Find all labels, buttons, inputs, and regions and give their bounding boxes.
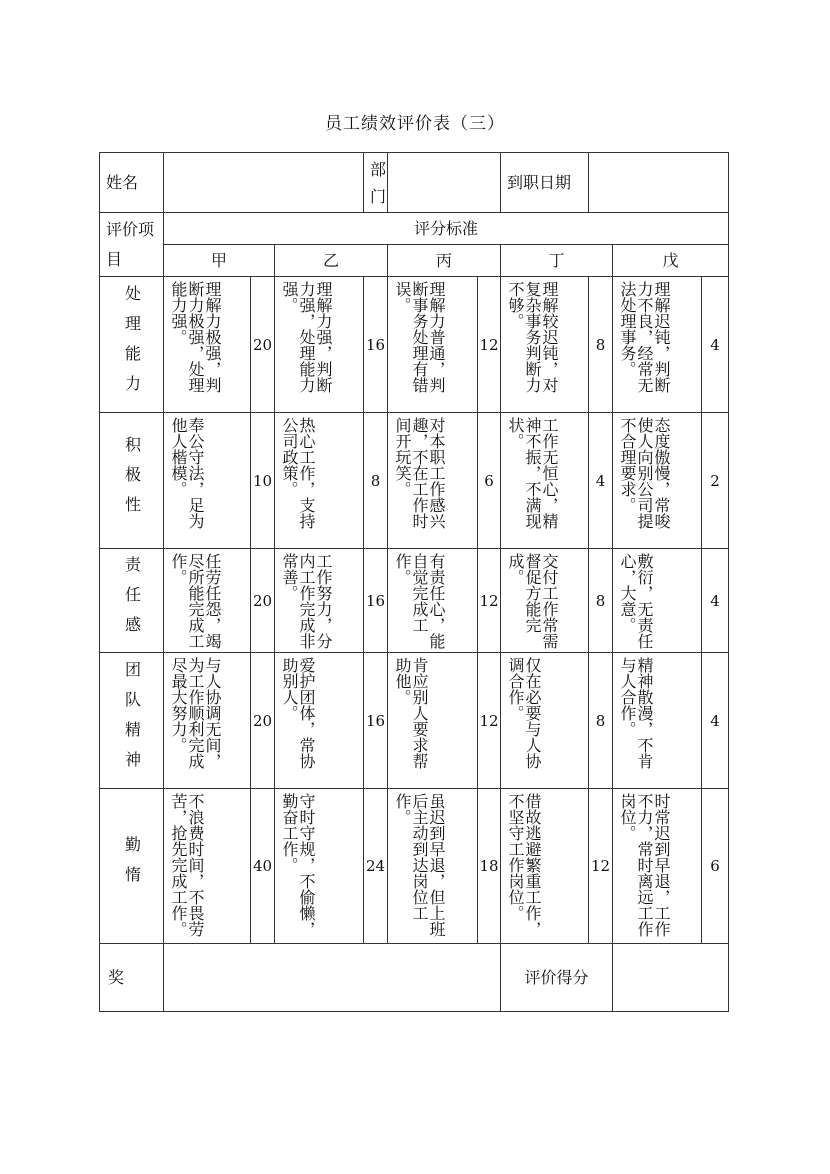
criteria-description: 与人协调无间，为工作顺利完成尽最大努力。 [169,657,222,769]
score-cell: 6 [478,413,501,549]
criteria-description: 仅在必要与人协调合作。 [506,657,543,769]
criteria-description: 虽迟到早退，但上班后主动到达岗位工作。 [393,793,447,937]
desc-cell [613,549,702,653]
score-cell: 40 [251,789,275,944]
criteria-description: 任劳任怨，竭尽所能完成工作。 [169,553,222,649]
criteria-description: 奉公守法，足为他人楷模。 [169,417,205,529]
grade-header-row [100,245,729,277]
score-cell: 20 [251,549,275,653]
criteria-description: 热心工作，支持公司政策。 [280,417,316,529]
join-date-value-field[interactable] [589,153,729,213]
criteria-description: 借故逃避繁重工作，不坚守工作岗位。 [506,793,543,937]
score-cell: 4 [589,413,613,549]
score-cell: 4 [702,277,729,413]
score-cell: 2 [702,413,729,549]
desc-cell [388,653,478,789]
score-cell: 16 [364,549,388,653]
item-label-responsibility: 责任感 [122,555,142,646]
score-cell: 4 [702,653,729,789]
criteria-description: 精神散漫，不肯与人合作。 [618,657,655,769]
item-cell [100,277,164,413]
item-cell [100,789,164,944]
score-cell: 8 [589,277,613,413]
name-value-field[interactable] [164,153,364,213]
criteria-description: 工作无恒心，精神不振，不满现状。 [506,417,560,529]
desc-cell [275,653,364,789]
score-cell: 4 [702,549,729,653]
desc-cell [501,277,589,413]
desc-cell [388,789,478,944]
criteria-header-row [100,213,729,245]
score-cell: 8 [364,413,388,549]
desc-cell [275,277,364,413]
grade-bing: 丙 [388,245,501,277]
grade-yi: 乙 [275,245,388,277]
desc-cell [388,413,478,549]
item-label-diligence: 勤惰 [122,836,142,896]
desc-cell [164,789,251,944]
score-cell: 12 [478,277,501,413]
criteria-description: 对本职工作感兴趣，不在工作时间开玩笑。 [393,417,447,529]
desc-cell [501,789,589,944]
criteria-description: 敷衍，无责任心，大意。 [618,553,655,649]
grade-jia: 甲 [164,245,275,277]
desc-cell [275,549,364,653]
criteria-description: 守时守规，不偷懒，勤奋工作。 [280,793,316,937]
score-cell: 24 [364,789,388,944]
criteria-description: 理解力普通，判断事务处理有错误。 [393,281,447,393]
score-cell: 20 [251,653,275,789]
score-cell: 12 [589,789,613,944]
grade-wu: 戊 [613,245,729,277]
desc-cell [388,277,478,413]
item-label: 评价项目 [100,213,164,277]
criteria-description: 工作努力，分内工作完成非常善。 [280,553,333,649]
score-value-field[interactable] [613,944,729,1012]
item-cell [100,413,164,549]
score-cell: 12 [478,653,501,789]
score-cell: 16 [364,653,388,789]
criteria-row [100,653,729,789]
bonus-value-field[interactable] [164,944,501,1012]
criteria-description: 有责任心，能自觉完成工作。 [393,553,447,649]
desc-cell [388,549,478,653]
criteria-row [100,789,729,944]
desc-cell [613,653,702,789]
join-date-label: 到职日期 [501,153,589,213]
bonus-label: 奖 [100,944,164,1012]
dept-label: 部门 [364,153,388,213]
grade-ding: 丁 [501,245,613,277]
criteria-row [100,413,729,549]
criteria-description: 理解力强，判断力强，处理能力强。 [280,281,333,393]
desc-cell [613,789,702,944]
criteria-row [100,277,729,413]
info-row [100,153,729,213]
desc-cell [275,413,364,549]
score-cell: 18 [478,789,501,944]
criteria-description: 不浪费时间，不畏劳苦，抢先完成工作。 [169,793,205,937]
criteria-description: 爱护团体，常协助别人。 [280,657,316,769]
criteria-description: 肯应别人要求帮助他。 [393,657,430,769]
desc-cell [613,413,702,549]
score-cell: 8 [589,653,613,789]
item-label-teamwork: 团队精神 [122,660,142,781]
desc-cell [613,277,702,413]
criteria-description: 时常迟到早退，工作不力，常时离远工作岗位。 [618,793,672,937]
footer-row [100,944,729,1012]
evaluation-table [99,152,729,1012]
score-cell: 20 [251,277,275,413]
criteria-description: 态度傲慢，常唆使人向别公司提不合理要求。 [618,417,672,529]
desc-cell [164,653,251,789]
criteria-description: 理解迟钝，判断力不良，经常无法处理事务。 [618,281,672,393]
item-label-initiative: 积极性 [122,435,142,526]
item-cell [100,549,164,653]
criteria-row [100,549,729,653]
item-cell [100,653,164,789]
desc-cell [164,277,251,413]
name-label: 姓名 [100,153,164,213]
desc-cell [501,653,589,789]
criteria-description: 理解力极强，判断力极强，处理能力强。 [169,281,222,393]
score-label: 评价得分 [501,944,613,1012]
desc-cell [501,413,589,549]
desc-cell [164,549,251,653]
item-label-processing: 处理能力 [122,284,142,405]
desc-cell [501,549,589,653]
desc-cell [275,789,364,944]
score-cell: 6 [702,789,729,944]
standard-label: 评分标准 [164,213,729,245]
criteria-description: 交付工作常需督促方能完成。 [506,553,560,649]
criteria-description: 理解较迟钝，对复杂事务判断力不够。 [506,281,560,393]
score-cell: 12 [478,549,501,653]
page-title: 员工绩效评价表（三） [325,114,505,134]
score-cell: 8 [589,549,613,653]
score-cell: 16 [364,277,388,413]
desc-cell [164,413,251,549]
dept-value-field[interactable] [388,153,501,213]
score-cell: 10 [251,413,275,549]
